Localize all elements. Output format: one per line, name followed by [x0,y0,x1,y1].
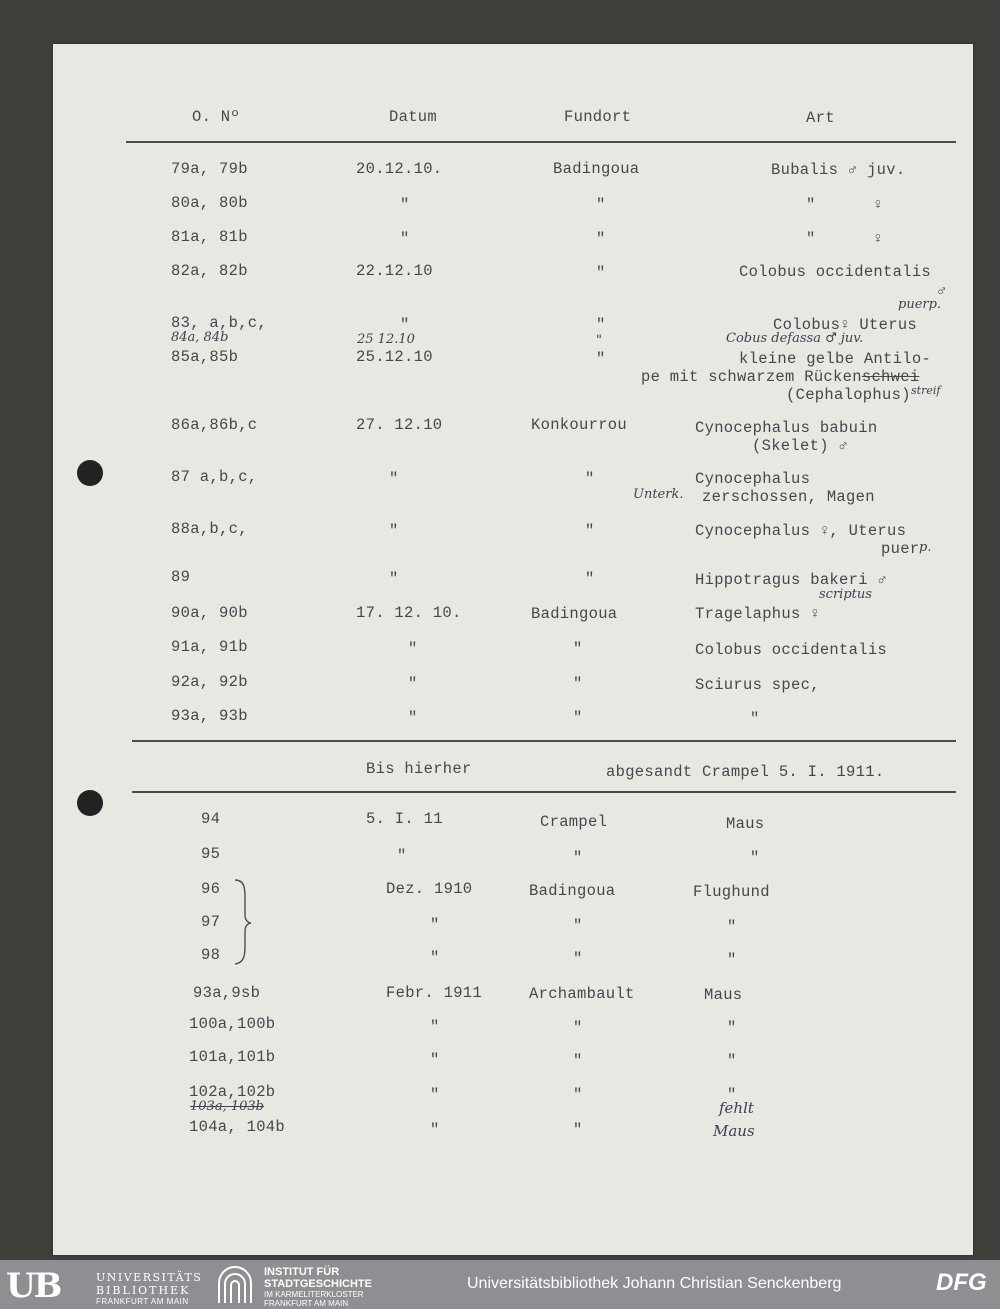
cell-fundort: " [573,640,583,658]
cell-art: Sciurus spec, [695,676,820,694]
isg-line3: IM KARMELITERKLOSTER [264,1290,364,1299]
cell-fundort: " [585,570,595,588]
cell-onr: 88a,b,c, [171,520,248,538]
cell-datum: " [408,640,418,658]
cell-onr: 86a,86b,c [171,416,258,434]
cell-fundort: " [585,522,595,540]
handwritten-datum: 25 12.10 [357,332,415,347]
cell-onr: 93a,9sb [193,984,261,1002]
cell-fundort: " [573,1019,583,1037]
header-datum: Datum [389,108,438,126]
cell-art: Hippotragus bakeri ♂ [695,571,888,589]
cell-onr: 89 [171,568,191,586]
handwritten-onr: 103a, 103b [190,1099,264,1114]
cell-art: Colobus occidentalis [695,641,888,659]
cell-datum: " [408,675,418,693]
isg-line2: STADTGESCHICHTE [264,1278,372,1290]
header-fundort: Fundort [564,108,632,126]
handwritten-note: p. [919,540,932,555]
cell-art: " ♀ [806,230,883,248]
cell-datum: " [389,470,399,488]
cell-datum: " [400,316,410,334]
cell-fundort: " [596,316,606,334]
handwritten-note: Unterk. [633,487,684,502]
handwritten-art: Cobus defassa ♂ juv. [726,331,864,346]
cell-datum: 27. 12.10 [356,416,443,434]
cell-onr: 80a, 80b [171,194,248,212]
cell-art: " ♀ [806,196,883,214]
cell-fundort: " [596,350,606,368]
cell-datum: " [430,1051,440,1069]
cell-art: " [727,1086,737,1104]
ub-line2: BIBLIOTHEK [96,1284,191,1297]
cell-art-line2: pe mit schwarzem Rückenschwei [641,368,920,386]
handwritten-art: fehlt [719,1099,754,1117]
cell-datum: " [397,847,407,865]
cell-art-line2: ♂ [937,282,947,300]
cell-onr: 92a, 92b [171,673,248,691]
cell-fundort: " [596,196,606,214]
handwritten-onr: 84a, 84b [171,330,229,345]
cell-fundort: " [573,917,583,935]
cell-fundort: Konkourrou [531,416,628,434]
handwritten-fundort: " [596,333,602,348]
section-rule [132,740,956,742]
cell-fundort: " [573,1052,583,1070]
cell-onr: 90a, 90b [171,604,248,622]
handwritten-art: Maus [713,1122,755,1140]
cell-onr: 96 [201,880,221,898]
cell-fundort: " [573,675,583,693]
cell-datum: " [400,196,410,214]
cell-onr: 97 [201,913,221,931]
cell-fundort: Archambault [529,985,635,1003]
ub-line3: FRANKFURT AM MAIN [96,1297,189,1306]
separator-right: abgesandt Crampel 5. I. 1911. [606,763,885,781]
dfg-logo: DFG [936,1269,987,1296]
cell-datum: 20.12.10. [356,160,443,178]
cell-fundort: " [573,849,583,867]
cell-onr: 104a, 104b [189,1118,286,1136]
ub-logo: UB [6,1266,61,1306]
cell-fundort: " [596,230,606,248]
cell-datum: Febr. 1911 [386,984,483,1002]
cell-art: " [727,1019,737,1037]
cell-datum: " [430,916,440,934]
cell-datum: " [389,570,399,588]
header-art: Art [806,109,835,127]
cell-onr: 102a,102b [189,1083,276,1101]
cell-fundort: " [573,1121,583,1139]
handwritten-note: streif [911,384,941,397]
cell-datum: " [430,1121,440,1139]
cell-art: " [727,1052,737,1070]
cell-onr: 98 [201,946,221,964]
cell-art-line2: puer [881,540,920,558]
document-page [53,44,973,1255]
cell-art: Cynocephalus ♀, Uterus [695,522,907,540]
cell-datum: 22.12.10 [356,262,433,280]
section-rule [132,791,956,793]
cell-onr: 83, a,b,c, [171,314,268,332]
footer-bar [0,1260,1000,1309]
cell-onr: 87 a,b,c, [171,468,258,486]
header-onr: O. Nº [192,108,241,126]
cell-fundort: " [585,470,595,488]
cell-onr: 79a, 79b [171,160,248,178]
cell-onr: 85a,85b [171,348,239,366]
cell-onr: 82a, 82b [171,262,248,280]
isg-line1: INSTITUT FÜR [264,1266,340,1278]
cell-art: " [727,951,737,969]
cell-onr: 91a, 91b [171,638,248,656]
cell-onr: 94 [201,810,221,828]
cell-art: Cynocephalus babuin [695,419,878,437]
cell-art: Maus [726,815,765,833]
cell-fundort: Badingoua [531,605,618,623]
cell-datum: 25.12.10 [356,348,433,366]
cell-onr: 100a,100b [189,1015,276,1033]
separator-left: Bis hierher [366,760,472,778]
cell-fundort: " [573,1086,583,1104]
punch-hole [77,790,103,816]
cell-art: Bubalis ♂ juv. [771,161,906,179]
cell-art-line3: (Cephalophus) [786,386,911,404]
cell-art: " [727,918,737,936]
cell-datum: 5. I. 11 [366,810,443,828]
cell-datum: " [430,949,440,967]
cell-art: Colobus occidentalis [739,263,932,281]
cell-datum: 17. 12. 10. [356,604,462,622]
cell-art: kleine gelbe Antilo- [739,350,932,368]
handwritten-note: puerp. [898,297,942,312]
footer-center-title: Universitätsbibliothek Johann Christian Senckenberg [467,1275,842,1292]
cell-fundort: " [573,709,583,727]
cell-art-line2: zerschossen, Magen [702,488,875,506]
isg-line4: FRANKFURT AM MAIN [264,1299,349,1308]
cell-datum: " [430,1018,440,1036]
header-rule [126,141,956,143]
cell-onr: 101a,101b [189,1048,276,1066]
cell-fundort: " [596,264,606,282]
cell-art: Maus [704,986,743,1004]
cell-onr: 81a, 81b [171,228,248,246]
cell-datum: " [389,522,399,540]
cell-fundort: " [573,950,583,968]
cell-fundort: Badingoua [553,160,640,178]
cell-art: Flughund [693,883,770,901]
cell-datum: " [408,709,418,727]
cell-art: " [750,849,760,867]
ub-line1: UNIVERSITÄTS [96,1271,203,1284]
cell-datum: " [430,1086,440,1104]
cell-datum: " [400,230,410,248]
punch-hole [77,460,103,486]
handwritten-note: scriptus [819,587,872,602]
cell-onr: 95 [201,845,221,863]
cell-art: " [750,710,760,728]
cell-art: Tragelaphus ♀ [695,605,820,623]
cell-fundort: Crampel [540,813,608,831]
cell-onr: 93a, 93b [171,707,248,725]
cell-art: Cynocephalus [695,470,811,488]
cell-fundort: Badingoua [529,882,616,900]
cell-datum: Dez. 1910 [386,880,473,898]
curly-brace [231,877,255,967]
cell-art: Colobus♀ Uterus [773,316,918,334]
institute-arch-icon [215,1265,255,1305]
cell-art-line2: (Skelet) ♂ [752,437,849,455]
